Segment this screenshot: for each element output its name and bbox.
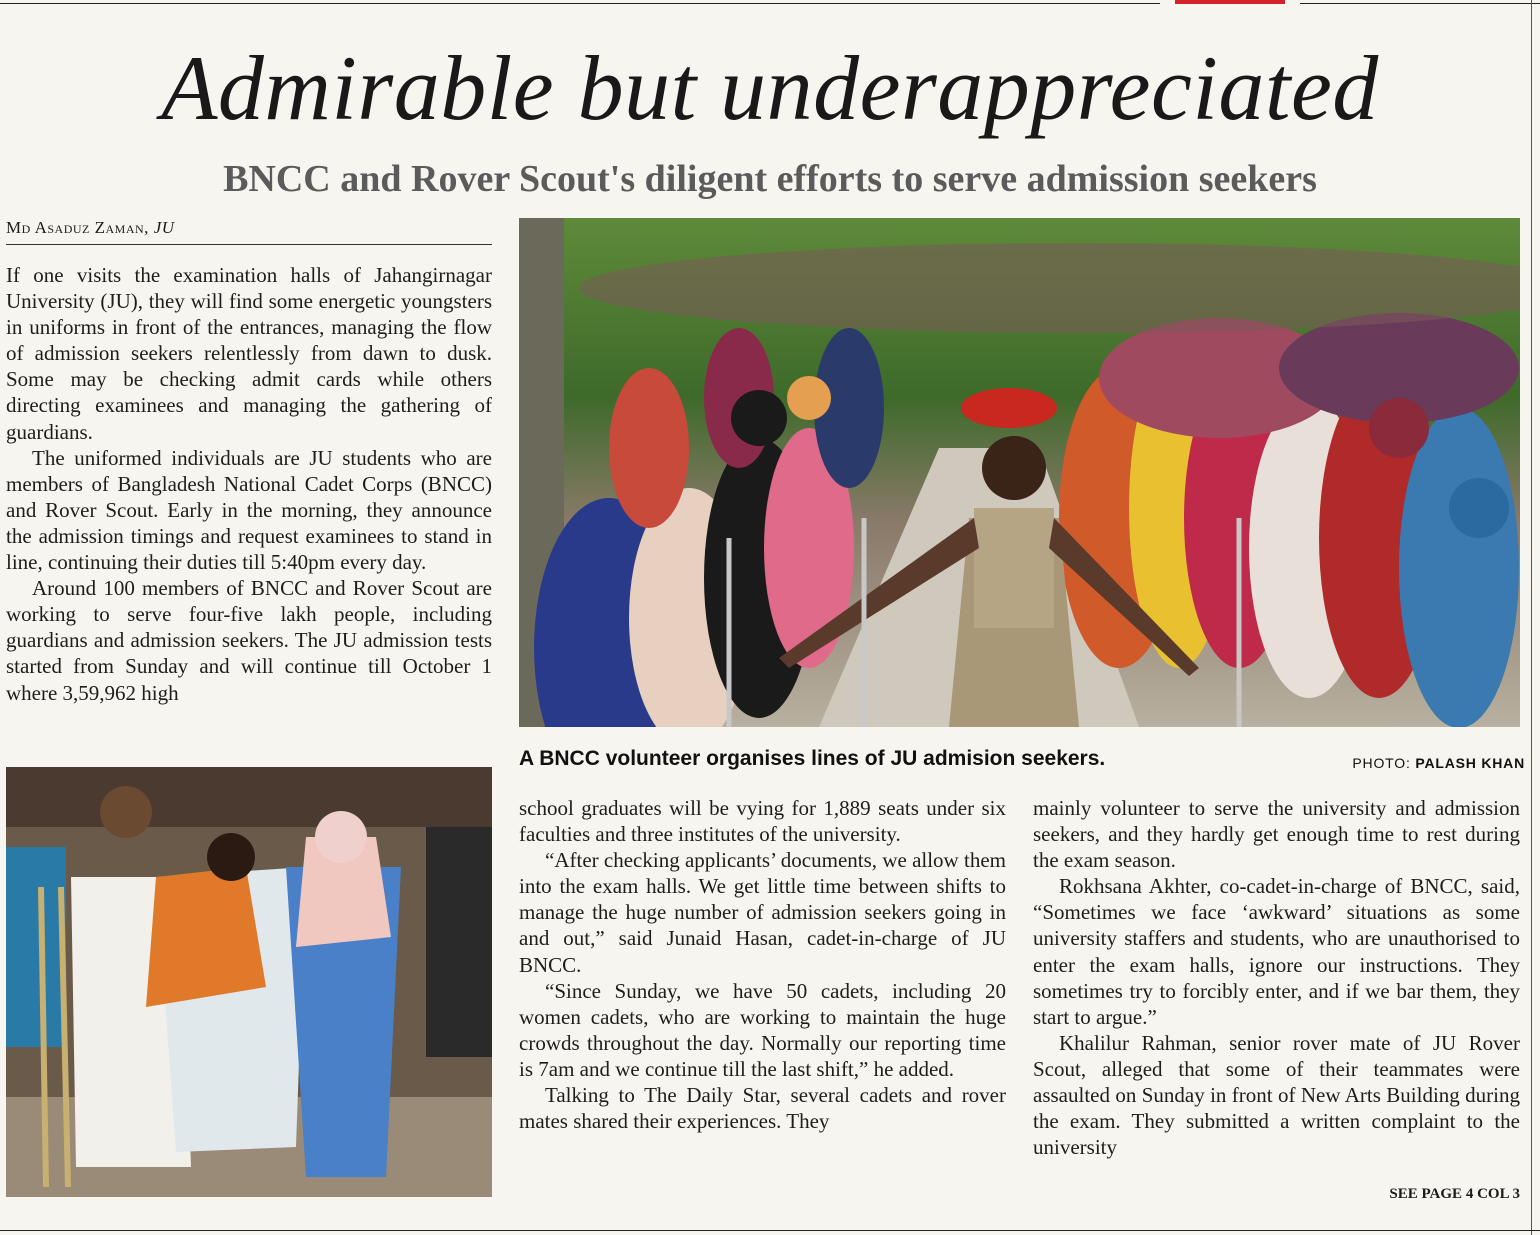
paragraph: Rokhsana Akhter, co-cadet-in-charge of BNCC, said, “Sometimes we face ‘awkward’ situations as some university staffers and students, who are unauthorised to enter the exam halls, ignore our instructions. They sometimes try to forcibly enter, and if we bar them, they start to argue.” xyxy=(1033,874,1520,1029)
section-tag xyxy=(1175,0,1285,4)
byline-author: Md Asaduz Zaman, xyxy=(6,218,149,237)
paragraph: If one visits the examination halls of Jahangirnagar University (JU), they will find some energetic youngsters in uniforms in front of the entrances, managing the flow of admission seekers relentlessly from dawn to dusk. Some may be checking admit cards while others directing examinees and managing the gathering of guardians. xyxy=(6,263,492,444)
paragraph: “After checking applicants’ documents, we allow them into the exam halls. We get little time between shifts to manage the huge number of admission seekers going in and out,” said Junaid Hasan, cadet-in-charge of JU BNCC. xyxy=(519,848,1006,977)
top-rule-right xyxy=(1300,3,1540,4)
photo-credit xyxy=(1250,755,1525,771)
subheadline: BNCC and Rover Scout's diligent efforts to serve admission seekers xyxy=(223,158,1317,200)
paragraph: mainly volunteer to serve the university and admission seekers, and they hardly get enough time to rest during the exam season. xyxy=(1033,796,1520,873)
photo-credit-name: PALASH KHAN xyxy=(1415,755,1525,771)
bottom-rule xyxy=(0,1230,1540,1231)
side-photo xyxy=(6,767,492,1197)
main-photo-image xyxy=(519,218,1520,727)
headline: Admirable but underappreciated xyxy=(161,37,1379,139)
jump-line: SEE PAGE 4 COL 3 xyxy=(1389,1186,1520,1202)
article-column-3 xyxy=(1033,795,1520,1190)
paragraph: The uniformed individuals are JU students who are members of Bangladesh National Cadet Corps (BNCC) and Rover Scout. Early in the morning, they announce the admission timings and request examinees to stand in line, continuing their duties till 5:40pm every day. xyxy=(6,445,492,575)
top-rule xyxy=(0,3,1160,4)
paragraph: school graduates will be vying for 1,889 seats under six faculties and three institutes of the university. xyxy=(519,796,1006,847)
crowd-right xyxy=(1059,313,1519,727)
byline xyxy=(6,218,492,245)
side-photo-image xyxy=(6,767,492,1197)
paragraph: Talking to The Daily Star, several cadets and rover mates shared their experiences. They xyxy=(519,1083,1006,1134)
paragraph: “Since Sunday, we have 50 cadets, including 20 women cadets, who are working to maintain the huge crowds throughout the day. Normally our reporting time is 7am and we continue till the last shift,” he added. xyxy=(519,978,1006,1081)
paragraph: Around 100 members of BNCC and Rover Scout are working to serve four-five lakh people, including guardians and admission seekers. The JU admission tests started from Sunday and will continue till October 1 where 3,59,962 high xyxy=(6,576,492,705)
photo-credit-label: PHOTO: xyxy=(1352,755,1411,771)
byline-place: JU xyxy=(153,218,175,237)
photo-caption: A BNCC volunteer organises lines of JU admision seekers. xyxy=(519,747,1106,770)
main-photo xyxy=(519,218,1520,727)
article-column-1 xyxy=(6,262,492,758)
paragraph: Khalilur Rahman, senior rover mate of JU Rover Scout, alleged that some of their teammates were assaulted on Sunday in front of New Arts Building during the exam. They submitted a written complaint to the university xyxy=(1033,1030,1520,1160)
article-column-2 xyxy=(519,795,1006,1190)
